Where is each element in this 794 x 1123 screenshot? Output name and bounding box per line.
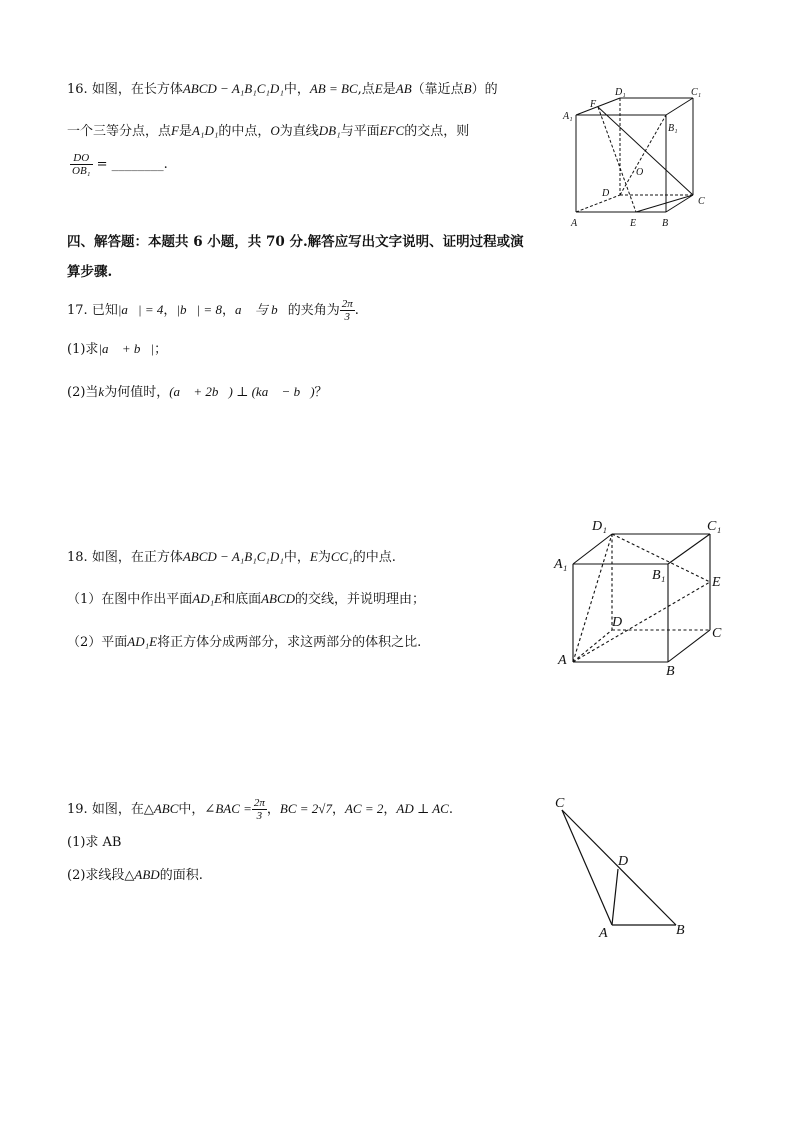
q16-text: 的交点，则 [404, 124, 470, 139]
q19-triangle-abd: △ABD [124, 867, 160, 882]
q16-fraction-denominator: OB₁ [72, 165, 91, 177]
label-B: B [666, 664, 675, 679]
label-F: F [590, 99, 597, 110]
label-B: B [662, 218, 669, 229]
edge-AD [573, 630, 612, 662]
label-D1: D₁ [615, 87, 626, 98]
q17-variable-k: k [98, 384, 105, 399]
label-C1: C₁ [707, 519, 722, 534]
q19-text: (2)求线段 [67, 868, 125, 883]
q16-text: （靠近点 [411, 82, 464, 97]
q19-side-bc: BC = 2√7 [279, 801, 332, 816]
q18-text: （1）在图中作出平面 [67, 592, 193, 607]
q19-part2 [67, 866, 203, 885]
label-E: E [712, 575, 721, 590]
q17-text: 为何值时， [104, 385, 170, 400]
q19-angle: ∠BAC = [204, 801, 252, 816]
q19-perpendicular: AD ⊥ AC [396, 801, 449, 816]
label-E: E [630, 218, 637, 229]
label-A: A [571, 218, 578, 229]
q17-text: ， [221, 303, 235, 318]
q17-part1-label: (1)求 [67, 342, 99, 357]
q16-text: 与平面 [340, 124, 380, 139]
label-D: D [612, 615, 623, 630]
q17-magnitude-a: |a⃗| = 4 [117, 302, 164, 317]
q19-text: ， [383, 802, 397, 817]
edge-A1D1 [573, 534, 612, 564]
q16-answer-line [70, 152, 168, 177]
q17-text: ， [163, 303, 177, 318]
q18-number: 18. [67, 550, 88, 565]
q16-text: 一个三等分点，点 [67, 124, 172, 139]
diagonal-DB1 [620, 115, 666, 195]
segment-AE [573, 582, 710, 662]
q16-text: ,点 [357, 82, 375, 97]
q17-line1 [67, 298, 359, 323]
q18-text: 和底面 [222, 592, 262, 607]
q18-text: 如图，在正方体 [91, 550, 183, 565]
q17-text: ； [154, 342, 168, 357]
q16-segment: AB [395, 81, 412, 96]
q18-plane: AD₁E [192, 591, 223, 606]
q18-part2 [67, 633, 421, 652]
edge-BC [668, 630, 710, 662]
q19-text: 中， [178, 802, 205, 817]
q16-text: 是 [178, 124, 192, 139]
label-C: C [698, 196, 705, 207]
q18-plane: AD₁E [127, 634, 158, 649]
q16-equation: AB = BC [309, 81, 358, 96]
edge-B1C1 [668, 534, 710, 564]
q16-box-figure [560, 85, 720, 235]
q16-plane: EFC [379, 123, 405, 138]
q19-side-ac: AC = 2 [344, 801, 384, 816]
side-CA [562, 810, 612, 925]
q16-point: F [171, 123, 179, 138]
q17-angle-numerator: 2π [341, 298, 353, 310]
q19-triangle-figure [548, 790, 698, 940]
edge-BC [666, 195, 693, 212]
q19-part1: (1)求 AB [67, 835, 122, 850]
q16-text: 是 [382, 82, 396, 97]
q18-point: E [309, 549, 318, 564]
q16-answer-blank: = ________. [96, 157, 168, 172]
edge-AD [576, 195, 620, 212]
section-heading-line2: 算步骤. [67, 264, 113, 280]
label-C: C [712, 626, 722, 641]
q17-magnitude-b: |b⃗| = 8 [176, 302, 222, 317]
label-B1: B₁ [652, 568, 666, 583]
label-D: D [602, 188, 610, 199]
q17-angle-fraction [340, 298, 355, 323]
q17-angle-denominator: 3 [344, 311, 350, 323]
q16-text: 为直线 [279, 124, 319, 139]
q18-text: 的中点. [352, 550, 396, 565]
q18-segment: CC₁ [330, 549, 353, 564]
q19-text: 的面积. [159, 868, 203, 883]
q19-angle-fraction [252, 797, 267, 822]
label-C: C [555, 796, 565, 811]
q16-point: B [463, 81, 472, 96]
q18-text: 的交线，并说明理由； [295, 592, 426, 607]
q17-part1 [67, 340, 167, 359]
q17-part2-expression: (a⃗ + 2b⃗) ⊥ (ka⃗ − b⃗) [169, 384, 315, 399]
label-A1: A₁ [554, 557, 568, 572]
q16-solid: ABCD − A₁B₁C₁D₁ [182, 81, 284, 96]
label-O: O [636, 167, 644, 178]
q17-part2-label: (2)当 [67, 385, 99, 400]
q19-triangle: △ABC [143, 801, 179, 816]
q19-text: ， [331, 802, 345, 817]
q17-text: ？ [314, 385, 328, 400]
q18-text: 将正方体分成两部分，求这两部分的体积之比. [157, 635, 422, 650]
q17-text: . [354, 303, 359, 318]
label-D1: D₁ [592, 519, 607, 534]
q16-number: 16. [67, 82, 88, 97]
q16-segment: A₁D₁ [191, 123, 219, 138]
segment-EC [636, 195, 693, 212]
q17-text: 的夹角为 [287, 303, 340, 318]
q19-text: 如图，在 [91, 802, 144, 817]
q17-text: 已知 [91, 303, 118, 318]
q16-text: 如图，在长方体 [91, 82, 183, 97]
q16-fraction [70, 152, 93, 177]
label-D: D [618, 854, 629, 869]
q16-text: ）的 [471, 82, 498, 97]
label-B1: B₁ [668, 123, 678, 134]
section-heading-line1: 四、解答题：本题共 6 小题，共 70 分.解答应写出文字说明、证明过程或演 [67, 234, 524, 250]
q17-vectors: a⃗ 与 b⃗ [234, 302, 288, 317]
label-B: B [676, 923, 685, 938]
q18-text: （2）平面 [67, 635, 128, 650]
q18-part1 [67, 590, 425, 609]
q19-angle-numerator: 2π [253, 797, 265, 809]
q16-text: 的中点， [218, 124, 271, 139]
label-A: A [599, 926, 608, 940]
q18-cube-figure [550, 512, 735, 682]
q16-text: 中， [283, 82, 310, 97]
q16-line1 [67, 80, 498, 99]
segment-AD1 [573, 534, 612, 662]
q18-solid: ABCD − A₁B₁C₁D₁ [182, 549, 284, 564]
q17-part2 [67, 383, 328, 402]
label-A: A [558, 653, 567, 668]
q19-number: 19. [67, 802, 88, 817]
q16-point: E [374, 81, 383, 96]
q19-text: ， [266, 802, 280, 817]
q17-number: 17. [67, 303, 88, 318]
q18-line1 [67, 548, 396, 567]
segment-AD [612, 869, 618, 925]
q16-line: DB₁ [318, 123, 341, 138]
q19-line1 [67, 797, 453, 822]
q19-angle-denominator: 3 [256, 810, 263, 822]
q16-point: O [270, 123, 280, 138]
label-C1: C₁ [691, 87, 702, 98]
edge-B1C1 [666, 98, 693, 115]
q18-text: 为 [317, 550, 331, 565]
q19-text: . [448, 802, 453, 817]
q16-fraction-numerator: DO [70, 152, 93, 165]
q17-part1-expression: |a⃗ + b⃗| [98, 341, 155, 356]
label-A1: A₁ [563, 111, 573, 122]
q16-line2 [67, 122, 469, 141]
q18-text: 中， [283, 550, 310, 565]
edge-A1D1 [576, 98, 620, 115]
q18-base: ABCD [261, 591, 296, 606]
